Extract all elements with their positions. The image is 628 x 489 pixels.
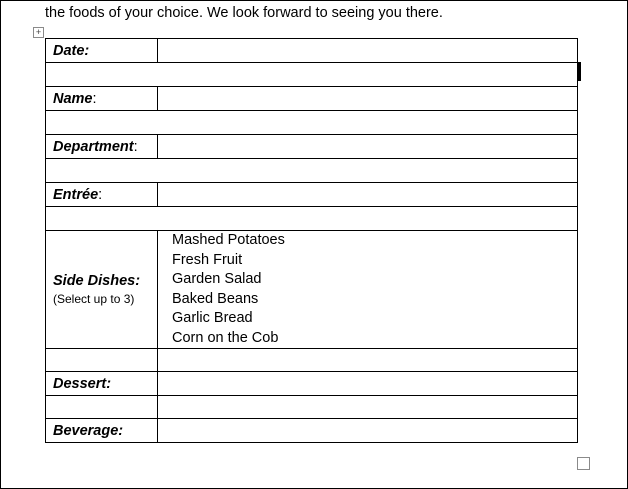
table-row bbox=[46, 231, 578, 349]
date-label-cell[interactable] bbox=[46, 39, 158, 63]
table-row bbox=[46, 135, 578, 159]
row-end-marker bbox=[577, 62, 581, 81]
table-row bbox=[46, 111, 578, 135]
side-dishes-hint: (Select up to 3) bbox=[53, 292, 135, 306]
table-row bbox=[46, 207, 578, 231]
table-row bbox=[46, 183, 578, 207]
blank-value-cell[interactable] bbox=[158, 396, 578, 419]
blank-value-cell[interactable] bbox=[158, 349, 578, 372]
entree-label-cell[interactable] bbox=[46, 183, 158, 207]
table-row bbox=[46, 396, 578, 419]
name-colon: : bbox=[92, 90, 97, 107]
side-dishes-value-cell[interactable] bbox=[158, 231, 578, 349]
department-label-cell[interactable] bbox=[46, 135, 158, 159]
entree-value-cell[interactable] bbox=[158, 183, 578, 207]
spacer-cell[interactable] bbox=[46, 159, 578, 183]
department-colon: : bbox=[133, 138, 138, 155]
name-label: Name bbox=[53, 90, 93, 107]
table-row bbox=[46, 87, 578, 111]
blank-label-cell[interactable] bbox=[46, 349, 158, 372]
list-item[interactable]: Garden Salad bbox=[172, 271, 262, 287]
name-label-cell[interactable] bbox=[46, 87, 158, 111]
blank-label-cell[interactable] bbox=[46, 396, 158, 419]
list-item[interactable]: Mashed Potatoes bbox=[172, 232, 285, 248]
list-item[interactable]: Fresh Fruit bbox=[172, 251, 243, 268]
side-dishes-list bbox=[165, 231, 577, 348]
list-item[interactable]: Garlic Bread bbox=[172, 310, 253, 326]
beverage-label: Beverage: bbox=[53, 422, 124, 439]
lunch-order-form-table bbox=[45, 38, 578, 443]
date-value-cell[interactable] bbox=[158, 39, 578, 63]
dessert-label: Dessert: bbox=[53, 375, 112, 392]
list-item[interactable]: Baked Beans bbox=[172, 290, 259, 307]
table-row bbox=[46, 349, 578, 372]
table-row bbox=[46, 63, 578, 87]
department-label: Department bbox=[53, 138, 134, 155]
entree-label: Entrée bbox=[53, 186, 99, 203]
date-label: Date: bbox=[53, 42, 90, 59]
name-value-cell[interactable] bbox=[158, 87, 578, 111]
side-dishes-label-cell[interactable] bbox=[46, 231, 158, 349]
beverage-value-cell[interactable] bbox=[158, 419, 578, 443]
beverage-label-cell[interactable] bbox=[46, 419, 158, 443]
intro-paragraph[interactable]: the foods of your choice. We look forward to seeing you there. bbox=[45, 5, 443, 21]
list-item[interactable]: Corn on the Cob bbox=[172, 329, 279, 346]
spacer-cell[interactable] bbox=[46, 63, 578, 87]
table-resize-handle-icon[interactable] bbox=[577, 457, 590, 470]
table-row bbox=[46, 419, 578, 443]
entree-colon: : bbox=[98, 186, 103, 203]
dessert-label-cell[interactable] bbox=[46, 372, 158, 396]
table-row bbox=[46, 372, 578, 396]
spacer-cell[interactable] bbox=[46, 207, 578, 231]
side-dishes-label: Side Dishes: bbox=[53, 273, 141, 289]
department-value-cell[interactable] bbox=[158, 135, 578, 159]
table-row bbox=[46, 159, 578, 183]
dessert-value-cell[interactable] bbox=[158, 372, 578, 396]
spacer-cell[interactable] bbox=[46, 111, 578, 135]
table-row bbox=[46, 39, 578, 63]
table-move-handle-icon[interactable]: + bbox=[33, 27, 44, 38]
